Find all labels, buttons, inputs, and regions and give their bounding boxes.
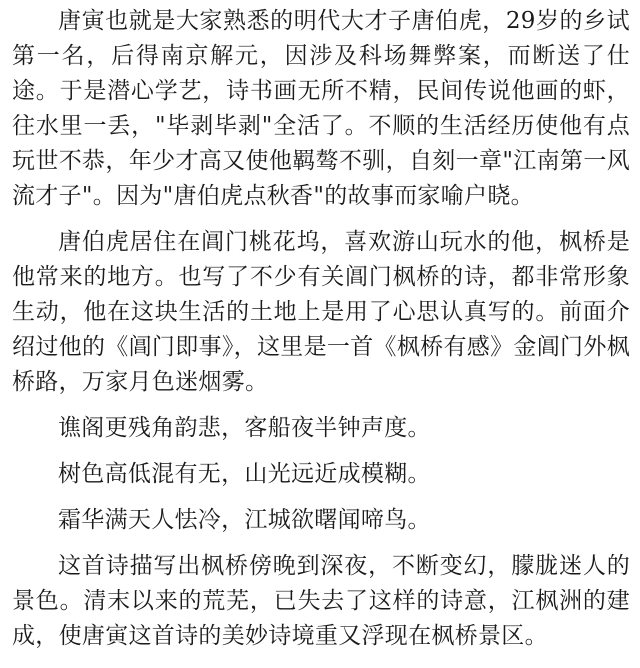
poem-line-1: 谯阁更残角韵悲，客船夜半钟声度。 [58, 415, 431, 441]
paragraph-residence: 唐伯虎居住在阊门桃花坞，喜欢游山玩水的他，枫桥是他常来的地方。也写了不少有关阊门枫桥的诗，都非常形象生动，他在这块生活的土地上是用了心思认真写的。前面介绍过他的《阊门即事》，这里是一首《枫桥有感》金阊门外枫桥路，万家月色迷烟雾。 [12, 229, 630, 395]
poem-line-3: 霜华满天人怯冷，江城欲曙闻啼鸟。 [58, 507, 431, 533]
paragraph-closing: 这首诗描写出枫桥傍晚到深夜，不断变幻，朦胧迷人的景色。清末以来的荒芜，已失去了这样的诗意，江枫洲的建成，使唐寅这首诗的美妙诗境重又浮现在枫桥景区。 [12, 553, 630, 649]
poem-line-2: 树色高低混有无，山光远近成模糊。 [58, 461, 431, 487]
paragraph-intro: 唐寅也就是大家熟悉的明代大才子唐伯虎，29岁的乡试第一名，后得南京解元，因涉及科场舞弊案，而断送了仕途。于是潜心学艺，诗书画无所不精，民间传说他画的虾，往水里一丢，"毕剥毕剥"全活了。不顺的生活经历使他有点玩世不恭，年少才高又使他羁骜不驯，自刻一章"江南第一风流才子"。因为"唐伯虎点秋香"的故事而家喻户晓。 [12, 8, 630, 209]
